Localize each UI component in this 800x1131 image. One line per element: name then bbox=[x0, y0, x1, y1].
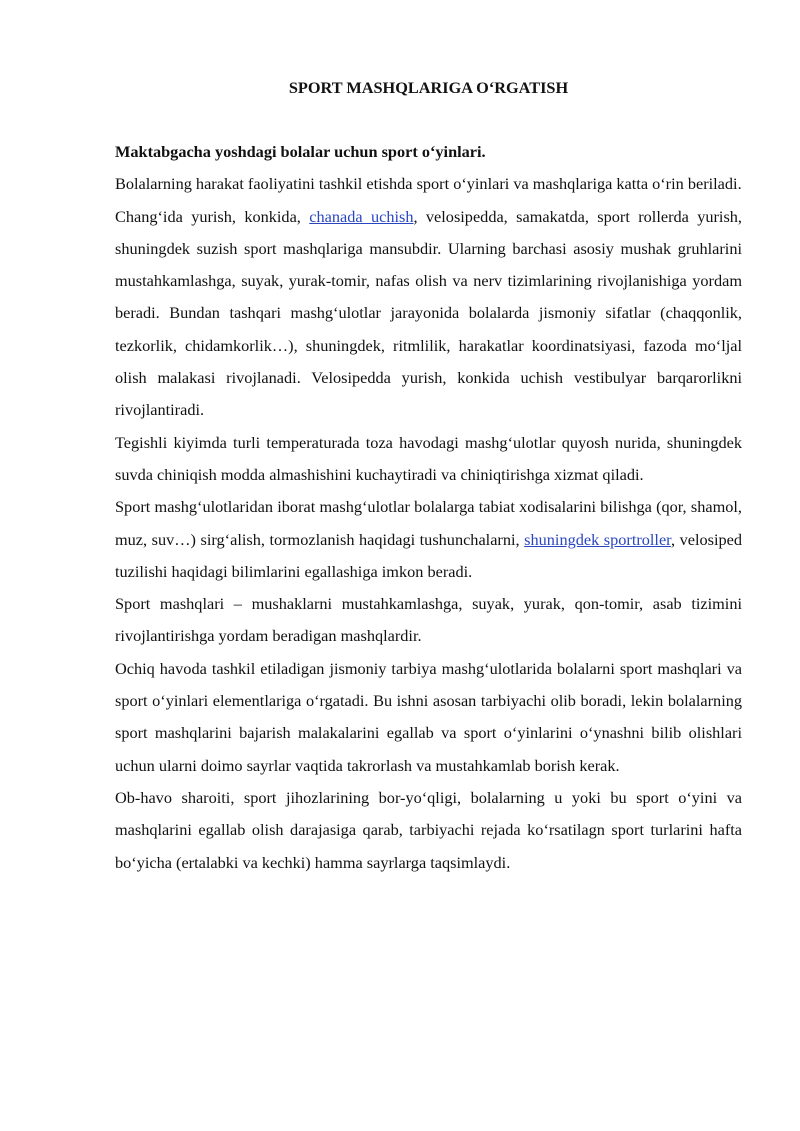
paragraph-sports-list bbox=[115, 201, 742, 427]
paragraph-text-before-link: Sport mashg‘ulotlaridan iborat mashg‘ulotlar bolalarga tabiat xodisalarini bilishga (qor, shamol, muz, suv…) sirg‘alish, tormozlanish haqidagi tushunchalarni, bbox=[115, 497, 742, 549]
document-title: SPORT MASHQLARIGA O‘RGATISH bbox=[288, 78, 569, 97]
chanada-uchish-link[interactable]: chanada uchish bbox=[309, 206, 414, 226]
paragraph-hardening: Tegishli kiyimda turli temperaturada toza havodagi mashg‘ulotlar quyosh nurida, shuningdek suvda chiniqish modda almashishini kuchaytiradi va chiniqtirishga xizmat qiladi. bbox=[115, 432, 742, 484]
paragraph-definition: Sport mashqlari – mushaklarni mustahkamlashga, suyak, yurak, qon-tomir, asab tizimini rivojlantirishga yordam beradigan mashqlardir. bbox=[115, 594, 742, 646]
paragraph-nature-knowledge bbox=[115, 491, 742, 588]
sportroller-link[interactable]: shuningdek sportroller bbox=[524, 529, 671, 549]
paragraph-text-after-link: , velosiped tuzilishi haqidagi bilimlarini egallashiga imkon beradi. bbox=[115, 529, 742, 581]
paragraph-intro: Bolalarning harakat faoliyatini tashkil etishda sport o‘yinlari va mashqlariga katta o‘rin beriladi. bbox=[115, 174, 742, 194]
paragraph-weather-planning: Ob-havo sharoiti, sport jihozlarining bor-yo‘qligi, bolalarning u yoki bu sport o‘yini va mashqlarini egallab olish darajasiga qarab, tarbiyachi rejada ko‘rsatilagn sport turlarini hafta bo‘yicha (ertalabki va kechki) hamma sayrlarga taqsimlaydi. bbox=[115, 787, 742, 872]
paragraph-text-before-link: Chang‘ida yurish, konkida, bbox=[115, 206, 310, 226]
paragraph-outdoor-training: Ochiq havoda tashkil etiladigan jismoniy tarbiya mashg‘ulotlarida bolalarni sport mashqlari va sport o‘yinlari elementlariga o‘rgatadi. Bu ishni asosan tarbiyachi olib boradi, lekin bolalarning sport mashqlarini bajarish malakalarini egallab va sport o‘yinlarini o‘ynashni bilib olishlari uchun ularni doimo sayrlar vaqtida takrorlash va mustahkamlab borish kerak. bbox=[115, 658, 742, 775]
section-subtitle: Maktabgacha yoshdagi bolalar uchun sport o‘yinlari. bbox=[115, 142, 486, 161]
paragraph-text-after-link: , velosipedda, samakatda, sport rollerda yurish, shuningdek suzish sport mashqlariga mansubdir. Ularning barchasi asosiy mushak gruhlarini mustahkamlashga, suyak, yurak-tomir, nafas olish va nerv tizimlarining rivojlanishiga yordam beradi. Bundan tashqari mashg‘ulotlar jarayonida bolalarda jismoniy sifatlar (chaqqonlik, tezkorlik, chidamkorlik…), shuningdek, ritmlilik, harakatlar koordinatsiyasi, fazoda mo‘ljal olish malakasi rivojlanadi. Velosipedda yurish, konkida uchish vestibulyar barqarorlikni rivojlantiradi. bbox=[115, 206, 743, 420]
document-page bbox=[115, 72, 742, 879]
spacer bbox=[115, 104, 742, 136]
